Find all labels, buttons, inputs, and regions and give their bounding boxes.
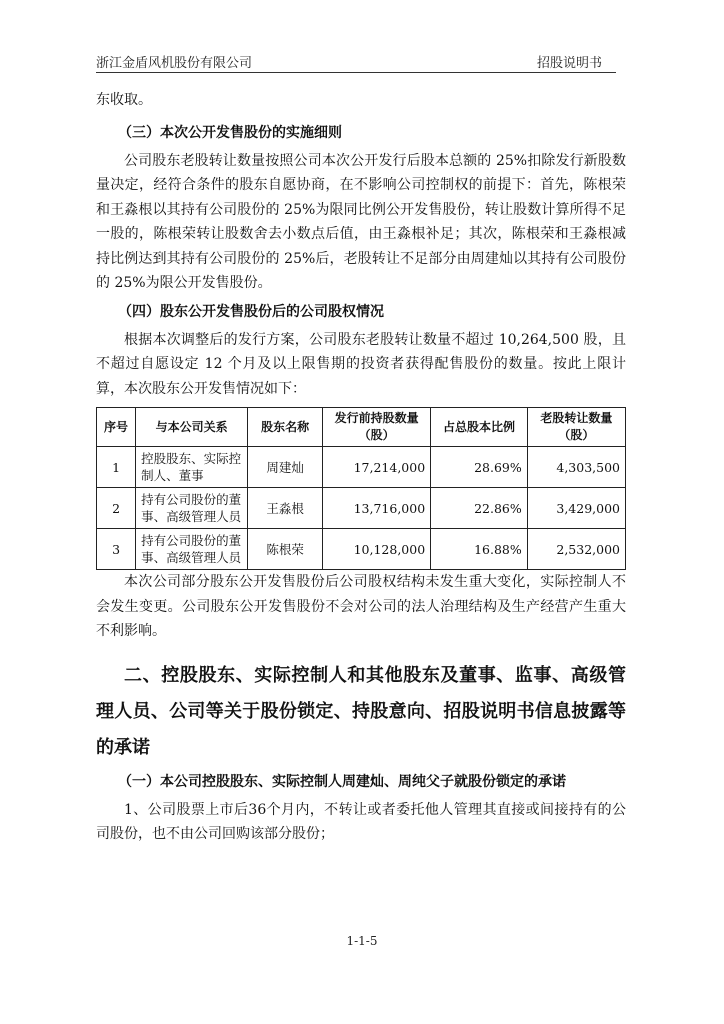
cell-shares-before: 17,214,000	[323, 447, 431, 488]
header-doc-type: 招股说明书	[536, 56, 602, 71]
continuation-text: 东收取。	[96, 92, 152, 108]
table-row	[97, 488, 626, 529]
col-header-no: 序号	[97, 408, 136, 447]
col-header-shares-before: 发行前持股数量（股）	[323, 408, 431, 447]
page-header	[96, 50, 616, 73]
table-header-row	[97, 408, 626, 447]
table-row	[97, 447, 626, 488]
cell-transfer: 2,532,000	[527, 529, 625, 570]
subsection-3-title: （三）本次公开发售股份的实施细则	[118, 124, 342, 141]
col-header-name: 股东名称	[248, 408, 323, 447]
cell-ratio: 28.69%	[431, 447, 528, 488]
cell-name: 陈根荣	[248, 529, 323, 570]
subsection-4-title: （四）股东公开发售股份后的公司股权情况	[118, 303, 384, 320]
shareholder-table	[96, 407, 626, 570]
cell-relation: 控股股东、实际控制人、董事	[136, 447, 248, 488]
table-row	[97, 529, 626, 570]
cell-ratio: 16.88%	[431, 529, 528, 570]
cell-relation: 持有公司股份的董事、高级管理人员	[136, 488, 248, 529]
cell-shares-before: 10,128,000	[323, 529, 431, 570]
header-company: 浙江金盾风机股份有限公司	[96, 56, 253, 71]
subsection-4-body: 根据本次调整后的发行方案，公司股东老股转让数量不超过 10,264,500 股，且不超过自愿设定 12 个月及以上限售期的投资者获得配售股份的数量。按此上限计算，本次股东公开发售情况如下：	[96, 331, 626, 397]
after-table-text: 本次公司部分股东公开发售股份后公司股权结构未发生重大变化，实际控制人不会发生变更。公司股东公开发售股份不会对公司的法人治理结构及生产经营产生重大不利影响。	[96, 574, 626, 639]
page-number: 1-1-5	[346, 934, 378, 948]
cell-transfer: 4,303,500	[527, 447, 625, 488]
cell-name: 王淼根	[248, 488, 323, 529]
cell-ratio: 22.86%	[431, 488, 528, 529]
section-2-title: 二、控股股东、实际控制人和其他股东及董事、监事、高级管理人员、公司等关于股份锁定、持股意向、招股说明书信息披露等的承诺	[96, 664, 626, 758]
page-content	[96, 88, 626, 847]
cell-no: 2	[97, 488, 136, 529]
cell-name: 周建灿	[248, 447, 323, 488]
cell-no: 1	[97, 447, 136, 488]
col-header-transfer: 老股转让数量（股）	[527, 408, 625, 447]
cell-relation: 持有公司股份的董事、高级管理人员	[136, 529, 248, 570]
cell-transfer: 3,429,000	[527, 488, 625, 529]
cell-shares-before: 13,716,000	[323, 488, 431, 529]
col-header-relation: 与本公司关系	[136, 408, 248, 447]
section-2-item-1: 1、公司股票上市后36个月内，不转让或者委托他人管理其直接或间接持有的公司股份，也不由公司回购该部分股份；	[96, 801, 626, 842]
col-header-ratio: 占总股本比例	[431, 408, 528, 447]
section-2-sub1-title: （一）本公司控股股东、实际控制人周建灿、周纯父子就股份锁定的承诺	[118, 773, 566, 790]
subsection-3-body: 公司股东老股转让数量按照公司本次公开发行后股本总额的 25%扣除发行新股数量决定，经符合条件的股东自愿协商，在不影响公司控制权的前提下：首先，陈根荣和王淼根以其持有公司股份的 25%为限同比例公开发售股份，转让股数计算所得不足一股的，陈根荣转让股数舍去小数点后值，由王淼根补足；其次，陈根荣和王淼根减持比例达到其持有公司股份的 25%后，老股转让不足部分由周建灿以其持有公司股份的 25%为限公开发售股份。	[96, 152, 626, 291]
cell-no: 3	[97, 529, 136, 570]
